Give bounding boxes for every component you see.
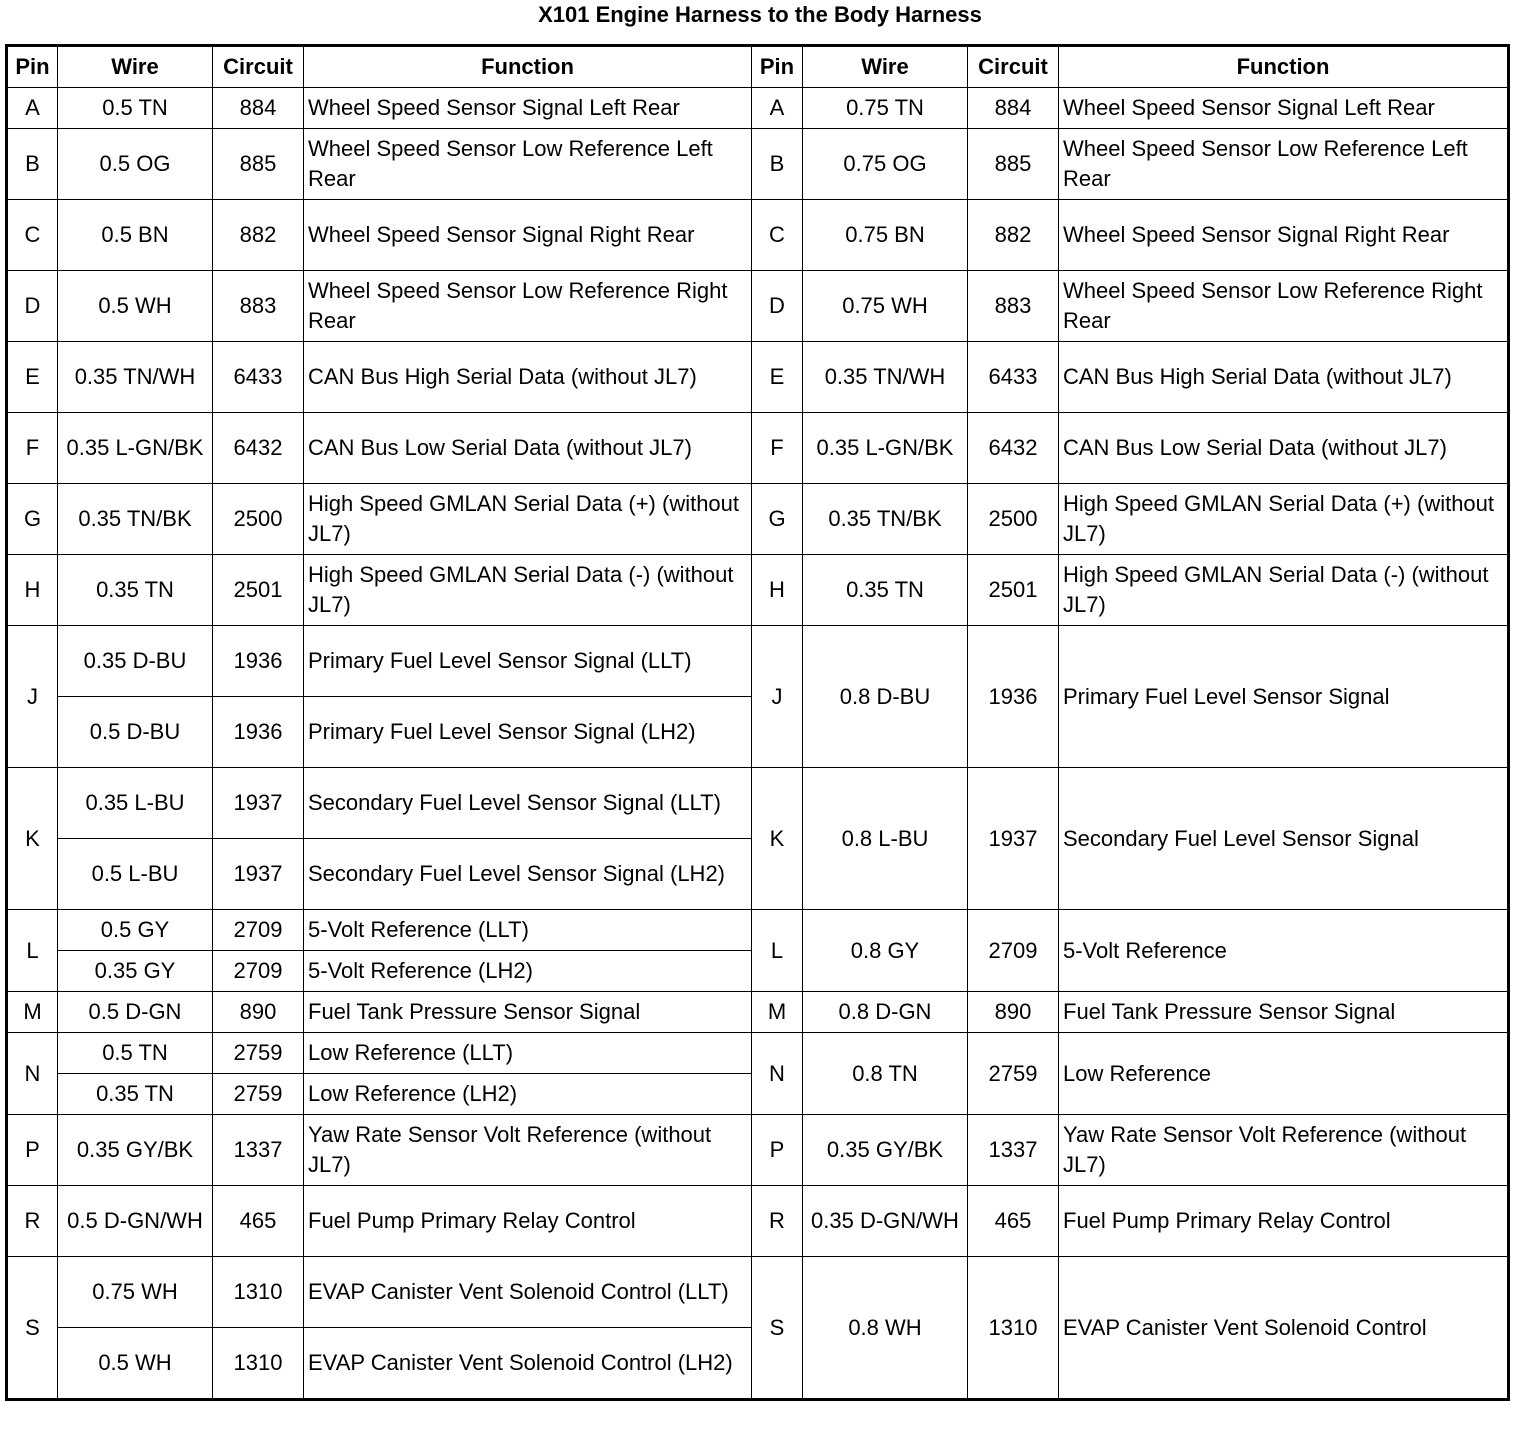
header-pin: Pin [752,46,803,88]
wire-cell: 0.35 TN [58,555,213,626]
page-title: X101 Engine Harness to the Body Harness [538,2,982,27]
circuit-cell: 6433 [968,342,1059,413]
wire-cell: 0.8 L-BU [803,768,968,910]
wire-cell: 0.8 TN [803,1033,968,1115]
function-cell: Low Reference (LLT) [304,1033,752,1074]
pin-cell: K [752,768,803,910]
circuit-cell: 1936 [213,697,304,768]
wire-cell: 0.5 TN [58,1033,213,1074]
table-row [7,1115,1509,1186]
circuit-cell: 1937 [968,768,1059,910]
wire-cell: 0.8 D-BU [803,626,968,768]
function-cell: 5-Volt Reference (LLT) [304,910,752,951]
pin-cell: H [7,555,58,626]
wire-cell: 0.35 GY/BK [58,1115,213,1186]
circuit-cell: 1936 [213,626,304,697]
wire-cell: 0.5 BN [58,200,213,271]
header-function: Function [304,46,752,88]
function-cell: Secondary Fuel Level Sensor Signal [1059,768,1509,910]
pin-cell: C [7,200,58,271]
harness-pinout-table [5,44,1510,1401]
circuit-cell: 2709 [968,910,1059,992]
header-wire: Wire [58,46,213,88]
function-cell: 5-Volt Reference (LH2) [304,951,752,992]
pin-cell: J [752,626,803,768]
circuit-cell: 1937 [213,839,304,910]
wire-cell: 0.75 BN [803,200,968,271]
function-cell: Wheel Speed Sensor Signal Right Rear [1059,200,1509,271]
table-row [7,768,1509,839]
pin-cell: R [7,1186,58,1257]
table-row [7,555,1509,626]
header-pin: Pin [7,46,58,88]
circuit-cell: 890 [968,992,1059,1033]
wire-cell: 0.75 TN [803,88,968,129]
circuit-cell: 6432 [213,413,304,484]
pin-cell: B [7,129,58,200]
pin-cell: B [752,129,803,200]
pin-cell: G [752,484,803,555]
table-row [7,88,1509,129]
circuit-cell: 1310 [968,1257,1059,1400]
function-cell: CAN Bus Low Serial Data (without JL7) [1059,413,1509,484]
pin-cell: E [752,342,803,413]
function-cell: Fuel Tank Pressure Sensor Signal [304,992,752,1033]
circuit-cell: 2501 [213,555,304,626]
circuit-cell: 882 [213,200,304,271]
function-cell: Wheel Speed Sensor Signal Left Rear [304,88,752,129]
wire-cell: 0.35 TN/BK [803,484,968,555]
circuit-cell: 890 [213,992,304,1033]
pin-cell: M [752,992,803,1033]
function-cell: Secondary Fuel Level Sensor Signal (LLT) [304,768,752,839]
circuit-cell: 2759 [213,1074,304,1115]
circuit-cell: 1337 [213,1115,304,1186]
pin-cell: M [7,992,58,1033]
table-row [7,1033,1509,1074]
circuit-cell: 885 [213,129,304,200]
function-cell: CAN Bus High Serial Data (without JL7) [304,342,752,413]
header-circuit: Circuit [213,46,304,88]
function-cell: Fuel Pump Primary Relay Control [304,1186,752,1257]
table-row [7,992,1509,1033]
function-cell: Wheel Speed Sensor Low Reference Right Rear [304,271,752,342]
pin-cell: K [7,768,58,910]
wire-cell: 0.5 TN [58,88,213,129]
circuit-cell: 1310 [213,1257,304,1328]
pin-cell: F [752,413,803,484]
circuit-cell: 6432 [968,413,1059,484]
wire-cell: 0.8 GY [803,910,968,992]
function-cell: High Speed GMLAN Serial Data (+) (without JL7) [304,484,752,555]
wire-cell: 0.5 L-BU [58,839,213,910]
function-cell: Secondary Fuel Level Sensor Signal (LH2) [304,839,752,910]
wire-cell: 0.5 D-BU [58,697,213,768]
wire-cell: 0.35 TN/WH [58,342,213,413]
wire-cell: 0.75 WH [58,1257,213,1328]
pin-cell: F [7,413,58,484]
wire-cell: 0.75 WH [803,271,968,342]
pin-cell: P [752,1115,803,1186]
wire-cell: 0.35 D-BU [58,626,213,697]
circuit-cell: 2500 [968,484,1059,555]
pin-cell: L [752,910,803,992]
table-row [7,413,1509,484]
pin-cell: S [7,1257,58,1400]
circuit-cell: 882 [968,200,1059,271]
function-cell: EVAP Canister Vent Solenoid Control [1059,1257,1509,1400]
pin-cell: D [7,271,58,342]
circuit-cell: 883 [213,271,304,342]
function-cell: Wheel Speed Sensor Low Reference Left Rear [304,129,752,200]
function-cell: Primary Fuel Level Sensor Signal (LLT) [304,626,752,697]
circuit-cell: 884 [968,88,1059,129]
circuit-cell: 884 [213,88,304,129]
circuit-cell: 2500 [213,484,304,555]
function-cell: High Speed GMLAN Serial Data (+) (without JL7) [1059,484,1509,555]
pin-cell: A [7,88,58,129]
circuit-cell: 885 [968,129,1059,200]
pin-cell: D [752,271,803,342]
pin-cell: P [7,1115,58,1186]
function-cell: High Speed GMLAN Serial Data (-) (without JL7) [1059,555,1509,626]
wire-cell: 0.35 D-GN/WH [803,1186,968,1257]
header-circuit: Circuit [968,46,1059,88]
function-cell: EVAP Canister Vent Solenoid Control (LLT) [304,1257,752,1328]
wire-cell: 0.35 GY [58,951,213,992]
wire-cell: 0.35 TN/WH [803,342,968,413]
circuit-cell: 465 [968,1186,1059,1257]
function-cell: Yaw Rate Sensor Volt Reference (without JL7) [304,1115,752,1186]
wire-cell: 0.35 L-GN/BK [803,413,968,484]
header-function: Function [1059,46,1509,88]
wire-cell: 0.35 L-GN/BK [58,413,213,484]
circuit-cell: 465 [213,1186,304,1257]
pin-cell: G [7,484,58,555]
pin-cell: S [752,1257,803,1400]
function-cell: 5-Volt Reference [1059,910,1509,992]
wire-cell: 0.35 TN [803,555,968,626]
wire-cell: 0.35 GY/BK [803,1115,968,1186]
circuit-cell: 2501 [968,555,1059,626]
circuit-cell: 2709 [213,951,304,992]
function-cell: Wheel Speed Sensor Low Reference Right Rear [1059,271,1509,342]
function-cell: CAN Bus High Serial Data (without JL7) [1059,342,1509,413]
wire-cell: 0.5 OG [58,129,213,200]
function-cell: Fuel Pump Primary Relay Control [1059,1186,1509,1257]
table-row [7,1257,1509,1328]
circuit-cell: 2709 [213,910,304,951]
circuit-cell: 6433 [213,342,304,413]
wire-cell: 0.35 TN/BK [58,484,213,555]
function-cell: Yaw Rate Sensor Volt Reference (without JL7) [1059,1115,1509,1186]
table-row [7,271,1509,342]
table-row [7,626,1509,697]
function-cell: Low Reference (LH2) [304,1074,752,1115]
wire-cell: 0.75 OG [803,129,968,200]
header-row [7,46,1509,88]
function-cell: Low Reference [1059,1033,1509,1115]
header-wire: Wire [803,46,968,88]
pin-cell: H [752,555,803,626]
function-cell: Primary Fuel Level Sensor Signal [1059,626,1509,768]
wire-cell: 0.5 D-GN/WH [58,1186,213,1257]
table-row [7,484,1509,555]
wire-cell: 0.5 D-GN [58,992,213,1033]
circuit-cell: 2759 [968,1033,1059,1115]
circuit-cell: 1936 [968,626,1059,768]
function-cell: Wheel Speed Sensor Signal Right Rear [304,200,752,271]
pin-cell: N [7,1033,58,1115]
function-cell: Fuel Tank Pressure Sensor Signal [1059,992,1509,1033]
function-cell: Wheel Speed Sensor Signal Left Rear [1059,88,1509,129]
pin-cell: R [752,1186,803,1257]
circuit-cell: 1337 [968,1115,1059,1186]
function-cell: CAN Bus Low Serial Data (without JL7) [304,413,752,484]
pin-cell: J [7,626,58,768]
wire-cell: 0.5 GY [58,910,213,951]
pin-cell: L [7,910,58,992]
circuit-cell: 2759 [213,1033,304,1074]
function-cell: EVAP Canister Vent Solenoid Control (LH2) [304,1328,752,1400]
wire-cell: 0.8 D-GN [803,992,968,1033]
wire-cell: 0.35 L-BU [58,768,213,839]
table-row [7,200,1509,271]
circuit-cell: 883 [968,271,1059,342]
wire-cell: 0.5 WH [58,1328,213,1400]
wire-cell: 0.5 WH [58,271,213,342]
table-row [7,910,1509,951]
pin-cell: E [7,342,58,413]
function-cell: High Speed GMLAN Serial Data (-) (without JL7) [304,555,752,626]
circuit-cell: 1937 [213,768,304,839]
pin-cell: A [752,88,803,129]
pin-cell: N [752,1033,803,1115]
wire-cell: 0.35 TN [58,1074,213,1115]
function-cell: Primary Fuel Level Sensor Signal (LH2) [304,697,752,768]
table-row [7,129,1509,200]
function-cell: Wheel Speed Sensor Low Reference Left Rear [1059,129,1509,200]
wire-cell: 0.8 WH [803,1257,968,1400]
circuit-cell: 1310 [213,1328,304,1400]
table-row [7,342,1509,413]
pin-cell: C [752,200,803,271]
table-row [7,1186,1509,1257]
